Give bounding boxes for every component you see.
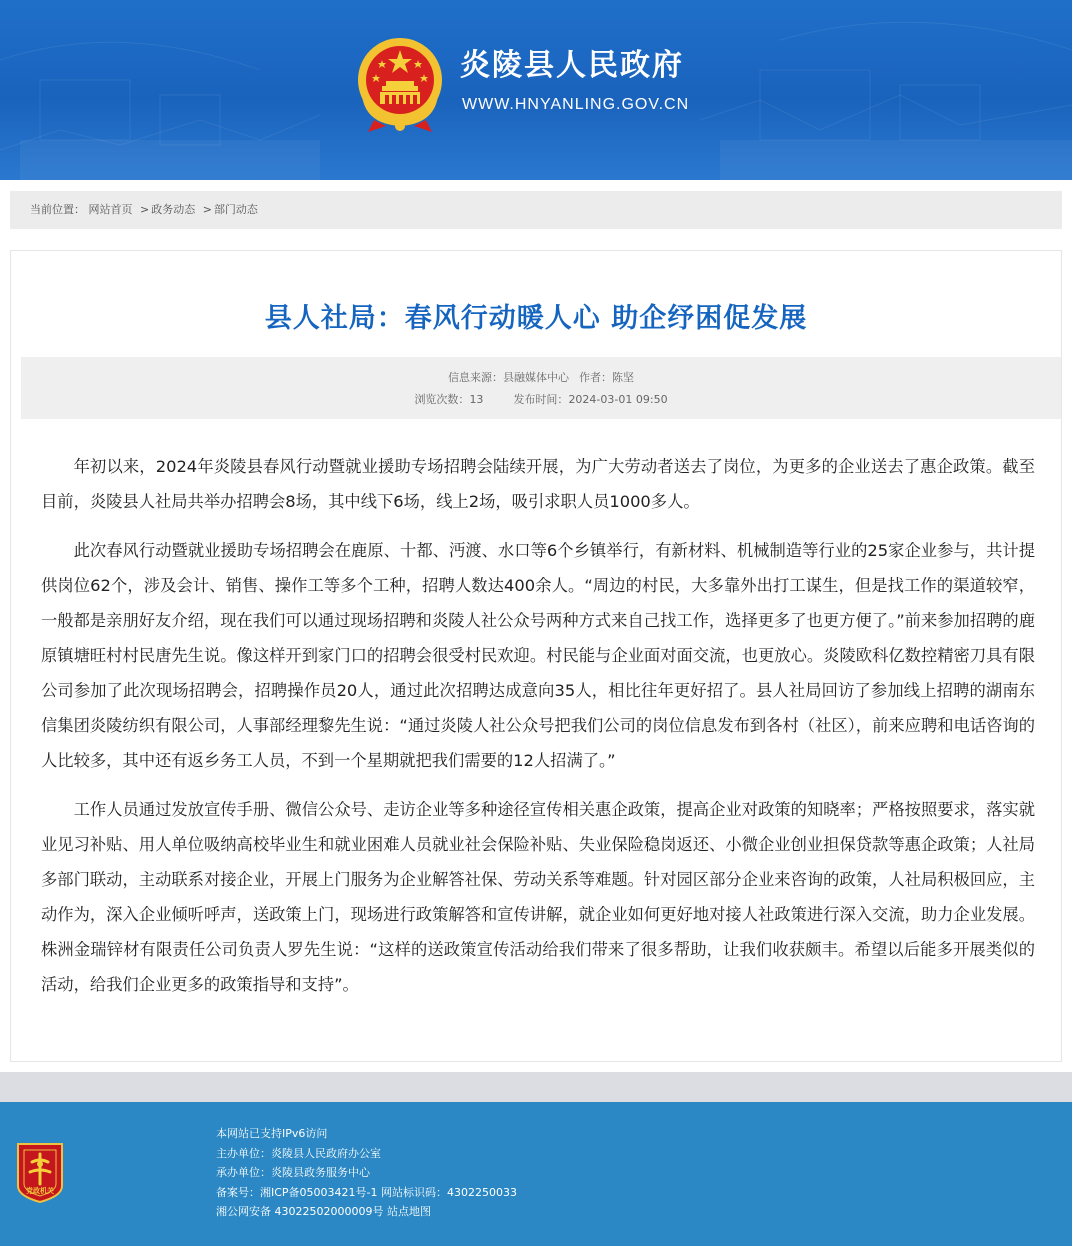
- views-value: 13: [469, 393, 484, 406]
- article-title: 县人社局：春风行动暖人心 助企纾困促发展: [264, 303, 808, 334]
- views-label: 浏览次数：: [414, 393, 470, 406]
- article-container: [10, 250, 1062, 1062]
- footer-police-record-link[interactable]: 湘公网安备 43022502000009号: [216, 1205, 384, 1218]
- site-header: [0, 0, 1072, 180]
- article-paragraph: 年初以来，2024年炎陵县春风行动暨就业援助专场招聘会陆续开展，为广大劳动者送去了岗位，为更多的企业送去了惠企政策。截至目前，炎陵县人社局共举办招聘会8场，其中线下6场，线上2场，吸引求职人员1000多人。: [41, 457, 1035, 511]
- meta-row-source: [21, 370, 1061, 386]
- footer-sponsor: 主办单位：炎陵县人民政府办公室: [216, 1146, 381, 1160]
- published-label: 发布时间：: [513, 393, 569, 406]
- breadcrumb-label: 当前位置：: [30, 203, 85, 216]
- site-title: 炎陵县人民政府: [460, 48, 684, 83]
- published-value: 2024-03-01 09:50: [568, 393, 668, 406]
- breadcrumb-separator: >: [140, 203, 150, 216]
- breadcrumb-home-link[interactable]: 网站首页: [88, 203, 133, 216]
- footer-ipv6: 本网站已支持IPv6访问: [216, 1127, 328, 1140]
- footer-sitemap-link[interactable]: 站点地图: [386, 1205, 431, 1218]
- header-background-pattern: [0, 0, 1072, 180]
- footer-operator: 承办单位：炎陵县政务服务中心: [216, 1166, 370, 1179]
- article-body: [41, 449, 1035, 1016]
- site-url: WWW.HNYANLING.GOV.CN: [462, 96, 690, 113]
- author-value: 陈坚: [612, 371, 634, 384]
- source-label: 信息来源：: [448, 371, 503, 384]
- article-paragraph: 此次春风行动暨就业援助专场招聘会在鹿原、十都、沔渡、水口等6个乡镇举行，有新材料、机械制造等行业的25家企业参与，共计提供岗位62个，涉及会计、销售、操作工等多个工种，招聘人数达400余人。“周边的村民，大多靠外出打工谋生，但是找工作的渠道较窄，一般都是亲朋好友介绍，现在我们可以通过现场招聘和炎陵人社公众号两种方式来自己找工作，选择更多了也更方便了。”前来参加招聘的鹿原镇塘旺村村民唐先生说。像这样开到家门口的招聘会很受村民欢迎。村民能与企业面对面交流，也更放心。炎陵欧科亿数控精密刀具有限公司参加了此次现场招聘会，招聘操作员20人，通过此次招聘达成意向35人，相比往年更好招了。县人社局回访了参加线上招聘的湖南东信集团炎陵纺织有限公司，人事部经理黎先生说：“通过炎陵人社公众号把我们公司的岗位信息发布到各村（社区），前来应聘和电话咨询的人比较多，其中还有返乡务工人员，不到一个星期就把我们需要的12人招满了。”: [41, 541, 1035, 770]
- footer-info: [216, 1124, 517, 1222]
- article-paragraph: 工作人员通过发放宣传手册、微信公众号、走访企业等多种途径宣传相关惠企政策，提高企业对政策的知晓率；严格按照要求，落实就业见习补贴、用人单位吸纳高校毕业生和就业困难人员就业社会保险补贴、失业保险稳岗返还、小微企业创业担保贷款等惠企政策；人社局多部门联动，主动联系对接企业，开展上门服务为企业解答社保、劳动关系等难题。针对园区部分企业来咨询的政策，人社局积极回应，主动作为，深入企业倾听呼声，送政策上门，现场进行政策解答和宣传讲解，就企业如何更好地对接人社政策进行深入交流，助力企业发展。株洲金瑞锌材有限责任公司负责人罗先生说：“这样的送政策宣传活动给我们带来了很多帮助，让我们收获颇丰。希望以后能多开展类似的活动，给我们企业更多的政策指导和支持”。: [41, 800, 1035, 994]
- article-meta: [21, 357, 1061, 419]
- breadcrumb-separator: >: [202, 203, 212, 216]
- breadcrumb-news-link[interactable]: 政务动态: [151, 203, 196, 216]
- footer-separator-band: [0, 1072, 1072, 1102]
- footer-police-row: [216, 1202, 517, 1222]
- author-label: 作者：: [579, 371, 612, 384]
- badge-text: 党政机关: [26, 1187, 54, 1195]
- source-value: 县融媒体中心: [503, 371, 569, 384]
- breadcrumb-department-link[interactable]: 部门动态: [213, 203, 258, 216]
- national-emblem-icon: [356, 36, 444, 134]
- meta-row-stats: [21, 392, 1061, 408]
- breadcrumb: [10, 191, 1062, 229]
- site-footer: [0, 1102, 1072, 1246]
- footer-icp: 备案号：湘ICP备05003421号-1 网站标识码：4302250033: [216, 1185, 517, 1199]
- party-government-badge-icon[interactable]: [14, 1140, 66, 1204]
